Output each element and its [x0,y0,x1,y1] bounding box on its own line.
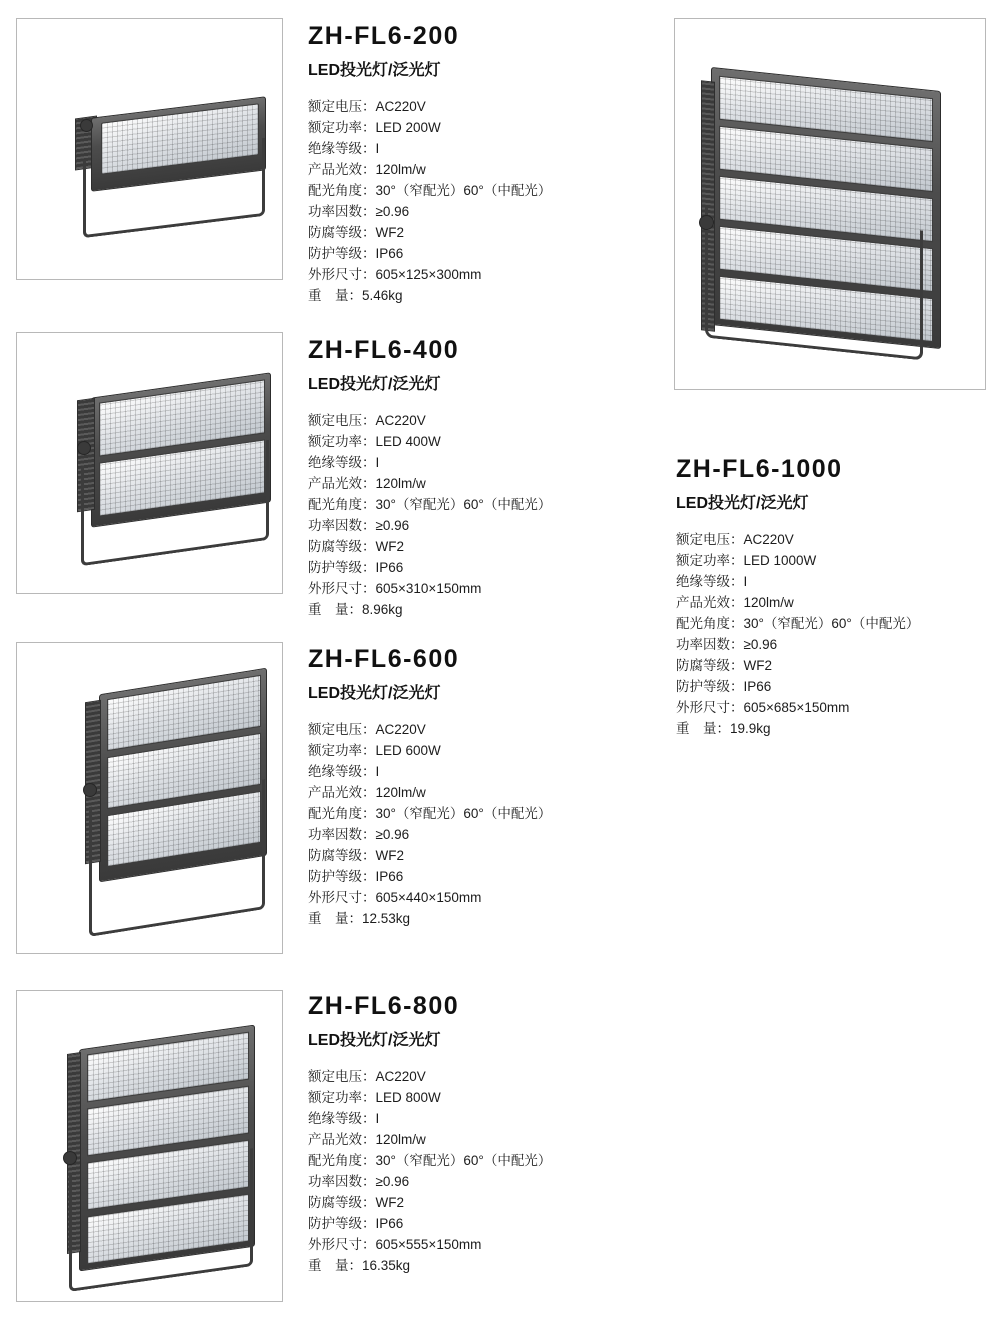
spec-label-anticorrosion: 防腐等级： [308,539,376,554]
spec-label-dimensions: 外形尺寸： [308,267,376,282]
bracket-pivot-knob [77,441,91,455]
spec-label-power: 额定功率： [308,743,376,758]
spec-value-anticorrosion: WF2 [375,225,404,240]
spec-label-voltage: 额定电压： [308,722,376,737]
product-specs-400w [308,336,668,620]
product-model: ZH-FL6-800 [308,992,460,1020]
spec-voltage [676,529,996,550]
spec-value-insulation: I [375,455,380,470]
spec-value-voltage: AC220V [375,413,426,428]
product-specs-200w [308,22,668,306]
spec-label-anticorrosion: 防腐等级： [308,848,376,863]
spec-insulation [308,452,668,473]
spec-value-dimensions: 605×555×150mm [375,1237,482,1252]
led-floodlight-800w-photo [16,990,283,1302]
spec-value-protection: IP66 [375,246,404,261]
spec-value-insulation: I [375,764,380,779]
spec-label-efficacy: 产品光效： [308,1132,376,1147]
spec-label-protection: 防护等级： [308,1216,376,1231]
spec-anticorrosion [308,1192,668,1213]
spec-label-beam: 配光角度： [308,497,376,512]
spec-label-weight: 重 量： [676,721,730,736]
spec-value-efficacy: 120lm/w [375,476,426,491]
led-floodlight-1000w-photo [674,18,986,390]
spec-value-dimensions: 605×310×150mm [375,581,482,596]
spec-label-pf: 功率因数： [308,827,376,842]
spec-dimensions [676,697,996,718]
spec-label-insulation: 绝缘等级： [308,455,376,470]
lamp-illustration-1000w [675,19,985,389]
spec-value-voltage: AC220V [375,1069,426,1084]
spec-value-insulation: I [743,574,748,589]
spec-weight [308,1255,668,1276]
product-specs-800w [308,992,668,1276]
spec-value-beam: 30°（窄配光）60°（中配光） [375,1153,552,1168]
spec-label-anticorrosion: 防腐等级： [308,225,376,240]
spec-value-beam: 30°（窄配光）60°（中配光） [375,497,552,512]
spec-value-beam: 30°（窄配光）60°（中配光） [743,616,920,631]
spec-list [308,96,668,306]
spec-value-dimensions: 605×440×150mm [375,890,482,905]
spec-dimensions [308,578,668,599]
spec-value-power: LED 200W [375,120,441,135]
bracket-pivot-knob [80,119,93,132]
spec-value-anticorrosion: WF2 [743,658,772,673]
spec-value-anticorrosion: WF2 [375,539,404,554]
spec-value-protection: IP66 [375,560,404,575]
spec-efficacy [308,473,668,494]
spec-insulation [308,761,668,782]
spec-beam [676,613,996,634]
spec-label-pf: 功率因数： [308,1174,376,1189]
spec-protection [308,557,668,578]
spec-value-insulation: I [375,141,380,156]
spec-label-efficacy: 产品光效： [676,595,744,610]
spec-insulation [308,1108,668,1129]
spec-power [308,431,668,452]
spec-anticorrosion [676,655,996,676]
spec-label-weight: 重 量： [308,602,362,617]
spec-value-voltage: AC220V [375,722,426,737]
spec-efficacy [308,782,668,803]
spec-value-efficacy: 120lm/w [375,1132,426,1147]
lamp-illustration-400w [17,333,282,593]
spec-label-beam: 配光角度： [676,616,744,631]
spec-label-power: 额定功率： [676,553,744,568]
product-subtitle: LED投光灯/泛光灯 [676,495,809,512]
spec-value-voltage: AC220V [743,532,794,547]
spec-list [308,410,668,620]
spec-label-dimensions: 外形尺寸： [308,1237,376,1252]
spec-value-insulation: I [375,1111,380,1126]
spec-dimensions [308,1234,668,1255]
spec-label-efficacy: 产品光效： [308,476,376,491]
spec-voltage [308,1066,668,1087]
spec-value-efficacy: 120lm/w [743,595,794,610]
product-model: ZH-FL6-200 [308,22,460,50]
spec-label-weight: 重 量： [308,288,362,303]
spec-value-beam: 30°（窄配光）60°（中配光） [375,183,552,198]
spec-label-insulation: 绝缘等级： [308,141,376,156]
spec-label-power: 额定功率： [308,434,376,449]
spec-label-insulation: 绝缘等级： [308,1111,376,1126]
spec-label-dimensions: 外形尺寸： [308,890,376,905]
spec-value-dimensions: 605×125×300mm [375,267,482,282]
spec-label-voltage: 额定电压： [308,1069,376,1084]
spec-value-pf: ≥0.96 [375,827,410,842]
spec-value-protection: IP66 [375,1216,404,1231]
spec-weight [308,599,668,620]
spec-value-pf: ≥0.96 [375,1174,410,1189]
spec-label-beam: 配光角度： [308,1153,376,1168]
spec-anticorrosion [308,222,668,243]
spec-beam [308,180,668,201]
spec-dimensions [308,264,668,285]
spec-label-anticorrosion: 防腐等级： [676,658,744,673]
spec-value-protection: IP66 [375,869,404,884]
spec-efficacy [308,1129,668,1150]
spec-label-pf: 功率因数： [308,204,376,219]
spec-value-dimensions: 605×685×150mm [743,700,850,715]
mounting-bracket [705,208,923,361]
spec-value-power: LED 800W [375,1090,441,1105]
spec-value-weight: 16.35kg [362,1258,411,1273]
product-model: ZH-FL6-600 [308,645,460,673]
spec-label-voltage: 额定电压： [308,99,376,114]
spec-pf [308,515,668,536]
spec-value-protection: IP66 [743,679,772,694]
spec-protection [308,243,668,264]
spec-label-protection: 防护等级： [308,246,376,261]
spec-power [676,550,996,571]
spec-value-pf: ≥0.96 [375,518,410,533]
spec-beam [308,494,668,515]
spec-label-insulation: 绝缘等级： [676,574,744,589]
product-subtitle: LED投光灯/泛光灯 [308,1032,441,1049]
spec-voltage [308,719,668,740]
spec-label-weight: 重 量： [308,911,362,926]
spec-label-power: 额定功率： [308,120,376,135]
mounting-bracket [89,779,265,937]
spec-label-beam: 配光角度： [308,183,376,198]
bracket-pivot-knob [699,215,714,230]
bracket-pivot-knob [63,1151,77,1165]
spec-label-protection: 防护等级： [676,679,744,694]
mounting-bracket [69,1148,253,1292]
spec-insulation [308,138,668,159]
spec-value-pf: ≥0.96 [375,204,410,219]
spec-weight [308,285,668,306]
spec-value-power: LED 400W [375,434,441,449]
spec-label-anticorrosion: 防腐等级： [308,1195,376,1210]
product-subtitle: LED投光灯/泛光灯 [308,376,441,393]
led-floodlight-200w-photo [16,18,283,280]
spec-label-dimensions: 外形尺寸： [308,581,376,596]
spec-list [308,719,668,929]
spec-weight [676,718,996,739]
spec-protection [676,676,996,697]
spec-insulation [676,571,996,592]
product-subtitle: LED投光灯/泛光灯 [308,62,441,79]
spec-power [308,1087,668,1108]
spec-beam [308,803,668,824]
spec-value-anticorrosion: WF2 [375,1195,404,1210]
spec-label-efficacy: 产品光效： [308,162,376,177]
spec-weight [308,908,668,929]
spec-label-voltage: 额定电压： [308,413,376,428]
spec-value-weight: 8.96kg [362,602,403,617]
spec-beam [308,1150,668,1171]
product-model: ZH-FL6-400 [308,336,460,364]
spec-pf [308,201,668,222]
spec-value-anticorrosion: WF2 [375,848,404,863]
spec-value-power: LED 600W [375,743,441,758]
spec-value-beam: 30°（窄配光）60°（中配光） [375,806,552,821]
spec-label-power: 额定功率： [308,1090,376,1105]
spec-list [308,1066,668,1276]
spec-pf [308,1171,668,1192]
product-specs-1000w [676,455,996,739]
led-floodlight-400w-photo [16,332,283,594]
spec-label-protection: 防护等级： [308,869,376,884]
spec-value-efficacy: 120lm/w [375,785,426,800]
spec-protection [308,1213,668,1234]
spec-efficacy [308,159,668,180]
spec-pf [676,634,996,655]
spec-anticorrosion [308,845,668,866]
spec-voltage [308,410,668,431]
spec-label-dimensions: 外形尺寸： [676,700,744,715]
lamp-illustration-600w [17,643,282,953]
spec-value-weight: 19.9kg [730,721,771,736]
led-floodlight-600w-photo [16,642,283,954]
spec-list [676,529,996,739]
spec-label-insulation: 绝缘等级： [308,764,376,779]
spec-label-weight: 重 量： [308,1258,362,1273]
spec-protection [308,866,668,887]
spec-label-pf: 功率因数： [676,637,744,652]
product-subtitle: LED投光灯/泛光灯 [308,685,441,702]
spec-power [308,740,668,761]
spec-efficacy [676,592,996,613]
spec-label-pf: 功率因数： [308,518,376,533]
spec-pf [308,824,668,845]
product-model: ZH-FL6-1000 [676,455,843,483]
lamp-illustration-800w [17,991,282,1301]
spec-label-efficacy: 产品光效： [308,785,376,800]
spec-value-efficacy: 120lm/w [375,162,426,177]
product-specs-600w [308,645,668,929]
spec-value-weight: 12.53kg [362,911,411,926]
spec-label-beam: 配光角度： [308,806,376,821]
spec-label-protection: 防护等级： [308,560,376,575]
spec-power [308,117,668,138]
spec-value-power: LED 1000W [743,553,817,568]
bracket-pivot-knob [83,783,97,797]
spec-value-pf: ≥0.96 [743,637,778,652]
spec-anticorrosion [308,536,668,557]
spec-voltage [308,96,668,117]
spec-value-weight: 5.46kg [362,288,403,303]
spec-value-voltage: AC220V [375,99,426,114]
spec-label-voltage: 额定电压： [676,532,744,547]
spec-dimensions [308,887,668,908]
lamp-illustration-200w [17,19,282,279]
